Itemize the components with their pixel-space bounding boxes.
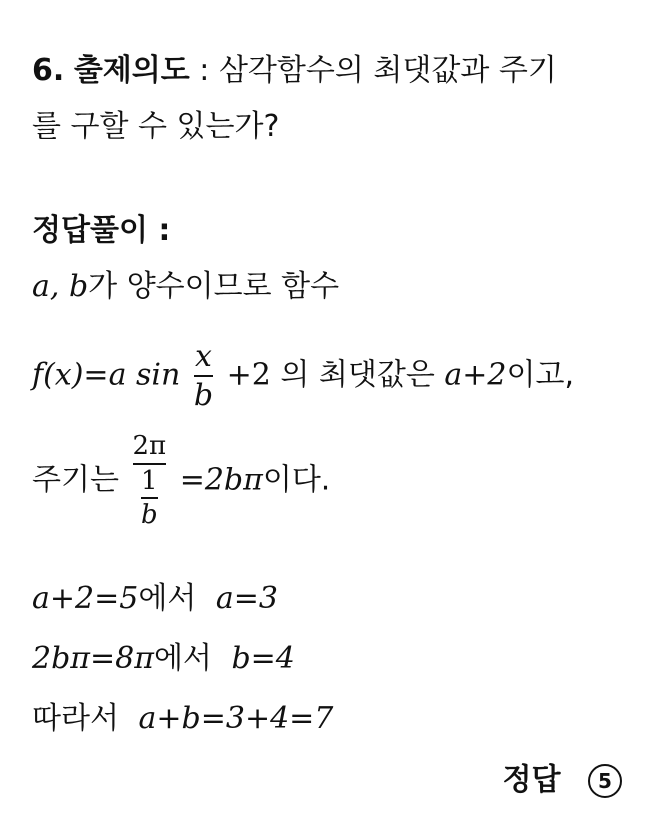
- fraction-bar: [141, 497, 158, 499]
- period-numerator: 2π: [132, 431, 167, 461]
- solution-line-4: [32, 581, 278, 616]
- intent-line-2: [32, 109, 280, 144]
- intent-text-1: 삼각함수의 최댓값과 주기: [218, 53, 557, 88]
- solution-line-5: [32, 641, 295, 676]
- one-over-b-fraction: [141, 467, 158, 530]
- solution-line-6: [32, 701, 334, 736]
- equation-b: 2bπ=8π: [32, 641, 154, 676]
- line6-text: 따라서: [32, 701, 119, 736]
- result-b: b=4: [231, 641, 295, 676]
- intent-label: 출제의도: [73, 53, 190, 88]
- x-over-b-fraction: [194, 340, 213, 412]
- solution-line-1: [32, 269, 340, 304]
- intent-colon: :: [199, 53, 210, 88]
- result-a: a=3: [215, 581, 278, 616]
- intent-text-2: 를 구할 수 있는가?: [32, 109, 280, 144]
- line2-end: 이고,: [506, 357, 574, 393]
- fx-expr: f(x)=a sin: [32, 357, 181, 393]
- inner-denominator: b: [140, 500, 158, 531]
- line1-text: 가 양수이므로 함수: [88, 269, 340, 304]
- fraction-bar: [194, 375, 213, 377]
- period-fraction: [133, 432, 167, 530]
- line3-text: 주기는: [32, 462, 119, 498]
- plus-two: +2: [226, 357, 271, 393]
- final-equation: a+b=3+4=7: [138, 701, 334, 736]
- problem-number: 6.: [32, 53, 65, 88]
- answer-line: [502, 764, 622, 798]
- solution-heading: 정답풀이 :: [32, 213, 171, 248]
- intent-line-1: [32, 53, 557, 88]
- line2-text: 의 최댓값은: [280, 357, 435, 393]
- answer-label: 정답: [502, 762, 561, 798]
- var-ab: a, b: [32, 269, 89, 304]
- solution-line-2: [32, 340, 574, 412]
- equation-a: a+2=5: [32, 581, 139, 616]
- line5-text: 에서: [153, 641, 212, 676]
- frac-denominator: b: [193, 378, 214, 413]
- line4-text: 에서: [138, 581, 197, 616]
- max-value: a+2: [444, 357, 507, 393]
- answer-choice-circle: 5: [588, 764, 622, 798]
- frac-numerator: x: [195, 339, 212, 374]
- fraction-bar: [133, 463, 167, 465]
- line3-end: 이다.: [262, 462, 331, 498]
- inner-numerator: 1: [141, 465, 158, 496]
- solution-line-3: [32, 432, 330, 530]
- period-result: =2bπ: [179, 462, 263, 498]
